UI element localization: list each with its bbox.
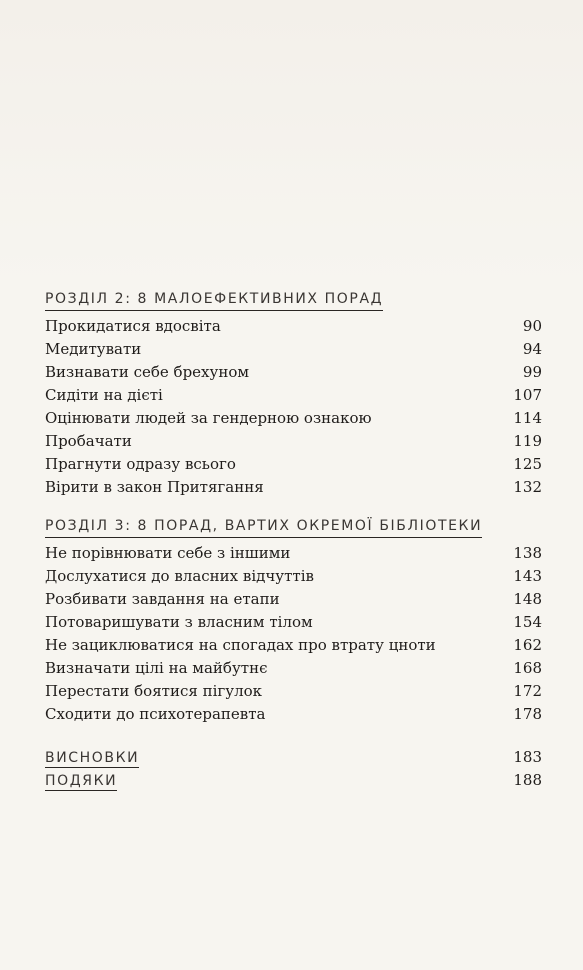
- table-of-contents: [45, 288, 542, 792]
- toc-entry-page: 94: [522, 340, 542, 358]
- toc-entry-page: 178: [513, 705, 542, 723]
- toc-entry-title: Перестати боятися пігулок: [45, 682, 263, 700]
- toc-entry-title: Пробачати: [45, 432, 132, 450]
- toc-entry: [45, 542, 542, 565]
- toc-entry: [45, 430, 542, 453]
- toc-entry-page: 90: [522, 317, 542, 335]
- toc-entry-title: Медитувати: [45, 340, 142, 358]
- section-chapter-3: [45, 515, 542, 726]
- toc-entry-page: 148: [513, 590, 542, 608]
- toc-entry-page: 188: [513, 771, 542, 789]
- toc-entry-title: Прагнути одразу всього: [45, 455, 236, 473]
- toc-entry: [45, 657, 542, 680]
- toc-entry-title: ПОДЯКИ: [45, 773, 118, 789]
- toc-entry: [45, 680, 542, 703]
- toc-entry-page: 172: [513, 682, 542, 700]
- toc-entry-acknowledgements: [45, 769, 542, 792]
- section-heading: РОЗДІЛ 2: 8 МАЛОЕФЕКТИВНИХ ПОРАД: [45, 291, 383, 311]
- toc-entry-title: Сходити до психотерапевта: [45, 705, 266, 723]
- final-entries: [45, 746, 542, 792]
- section-chapter-2: [45, 288, 542, 499]
- toc-entry-title: Визначати цілі на майбутнє: [45, 659, 268, 677]
- toc-entry: [45, 338, 542, 361]
- toc-entry-page: 168: [513, 659, 542, 677]
- toc-entry-title: Розбивати завдання на етапи: [45, 590, 280, 608]
- toc-entry-title: Прокидатися вдосвіта: [45, 317, 221, 335]
- toc-entry: [45, 315, 542, 338]
- toc-entry-page: 99: [522, 363, 542, 381]
- toc-entry: [45, 588, 542, 611]
- toc-entry: [45, 703, 542, 726]
- toc-entry-page: 138: [513, 544, 542, 562]
- toc-entry-title: Оцінювати людей за гендерною ознакою: [45, 409, 372, 427]
- toc-entry-conclusions: [45, 746, 542, 769]
- toc-entry-title: Не зациклюватися на спогадах про втрату цноти: [45, 636, 436, 654]
- toc-entry: [45, 453, 542, 476]
- toc-entry-page: 107: [513, 386, 542, 404]
- toc-entry-title: Визнавати себе брехуном: [45, 363, 250, 381]
- toc-entry: [45, 384, 542, 407]
- toc-entry-page: 183: [513, 748, 542, 766]
- toc-entry-title: Дослухатися до власних відчуттів: [45, 567, 314, 585]
- toc-entry-page: 162: [513, 636, 542, 654]
- toc-entry-page: 132: [513, 478, 542, 496]
- toc-entry-page: 125: [513, 455, 542, 473]
- toc-entry-page: 119: [513, 432, 542, 450]
- toc-entry-title: Сидіти на дієті: [45, 386, 163, 404]
- toc-entry: [45, 611, 542, 634]
- toc-entry: [45, 634, 542, 657]
- toc-entry-title: ВИСНОВКИ: [45, 750, 140, 766]
- toc-entry: [45, 361, 542, 384]
- toc-entry-page: 143: [513, 567, 542, 585]
- toc-entry-title: Не порівнювати себе з іншими: [45, 544, 291, 562]
- toc-entry-title: Вірити в закон Притягання: [45, 478, 264, 496]
- toc-entry-page: 114: [513, 409, 542, 427]
- toc-entry-page: 154: [513, 613, 542, 631]
- toc-entry: [45, 407, 542, 430]
- toc-entry: [45, 565, 542, 588]
- toc-entry: [45, 476, 542, 499]
- section-heading: РОЗДІЛ 3: 8 ПОРАД, ВАРТИХ ОКРЕМОЇ БІБЛІОТЕКИ: [45, 518, 482, 538]
- toc-entry-title: Потоваришувати з власним тілом: [45, 613, 313, 631]
